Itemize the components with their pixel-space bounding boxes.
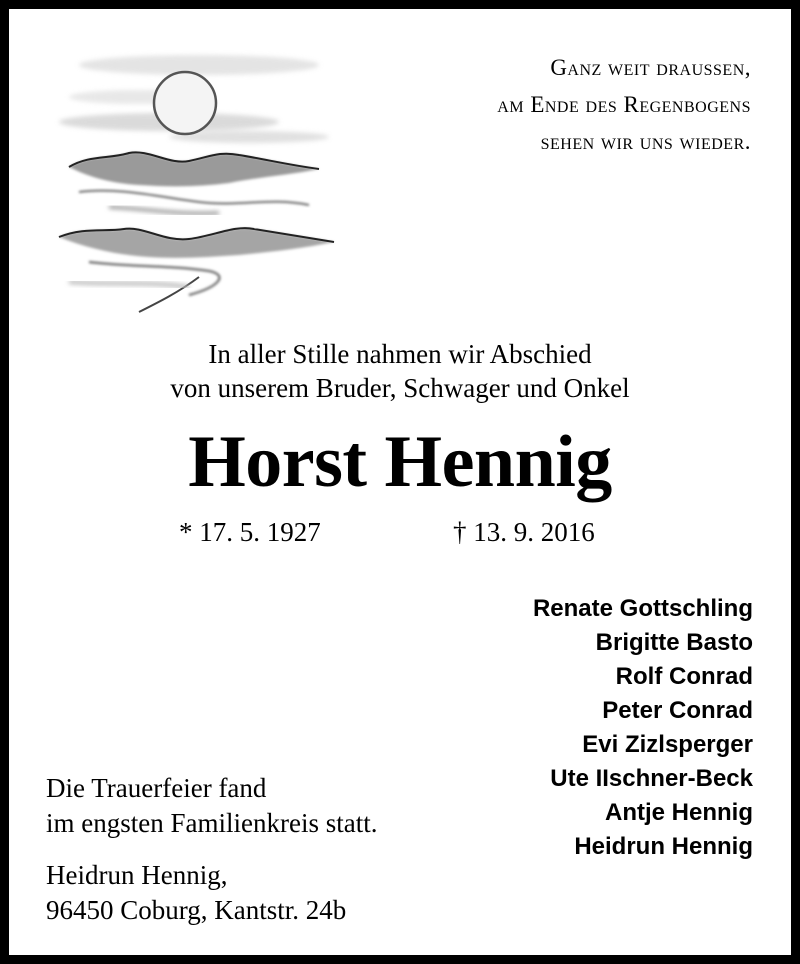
motto-line: Ganz weit draussen, xyxy=(550,55,751,80)
mourner-name: Antje Hennig xyxy=(605,799,753,826)
landscape-illustration xyxy=(49,37,349,322)
motto-quote xyxy=(391,49,751,160)
mourner-name: Evi Zizlsperger xyxy=(582,731,753,758)
lower-mountains xyxy=(59,228,334,312)
address-line: 96450 Coburg, Kantstr. 24b xyxy=(46,895,347,925)
intro-line: In aller Stille nahmen wir Abschied xyxy=(208,339,592,369)
intro-text xyxy=(9,337,791,405)
address-line: Heidrun Hennig, xyxy=(46,860,228,890)
mourners-list xyxy=(353,592,753,864)
motto-line: am Ende des Regenbogens xyxy=(497,92,751,117)
ceremony-line: Die Trauerfeier fand xyxy=(46,773,267,803)
deceased-name: Horst Hennig xyxy=(188,421,612,503)
sun-shape xyxy=(154,72,216,134)
upper-mountains xyxy=(69,152,319,213)
contact-address xyxy=(46,858,346,928)
mourner-name: Ute IIschner-Beck xyxy=(550,765,753,792)
mourner-name: Rolf Conrad xyxy=(615,663,753,690)
death-date: † 13. 9. 2016 xyxy=(453,517,595,547)
birth-date: * 17. 5. 1927 xyxy=(179,517,321,547)
mourner-name: Renate Gottschling xyxy=(532,595,753,622)
mourner-name: Heidrun Hennig xyxy=(574,833,753,860)
ceremony-note xyxy=(46,771,377,841)
motto-line: sehen wir uns wieder. xyxy=(540,129,751,154)
intro-line: von unserem Bruder, Schwager und Onkel xyxy=(170,373,630,403)
mourner-name: Peter Conrad xyxy=(602,697,753,724)
mourner-name: Brigitte Basto xyxy=(595,629,753,656)
ceremony-line: im engsten Familienkreis statt. xyxy=(46,808,378,838)
